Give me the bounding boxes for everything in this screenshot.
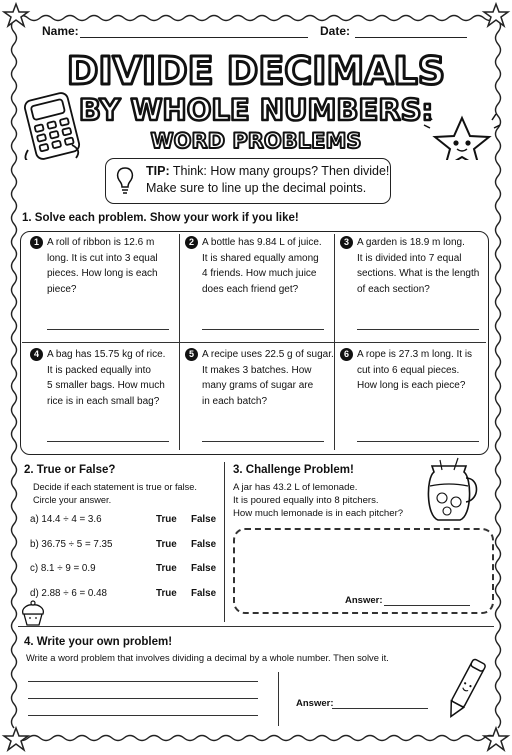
problem-text: It is shared equally among [202,252,319,264]
problem-text: 4 friends. How much juice [202,268,317,279]
problem-number: 6 [340,348,353,361]
problem-text: long. It is cut into 3 equal [47,252,158,264]
title-line2: BY WHOLE NUMBERS: [78,93,434,127]
section-divider [278,672,279,726]
date-label: Date: [320,24,351,38]
challenge-line3: How much lemonade is in each pitcher? [233,508,404,519]
answer-line[interactable] [357,441,479,442]
problem-number: 5 [185,348,198,361]
tip-line2: Make sure to line up the decimal points. [146,181,367,195]
problem-number: 2 [185,236,198,249]
problem-text: cut into 6 equal pieces. [357,364,460,376]
star-icon [424,114,500,160]
answer-line[interactable] [202,441,324,442]
problem-text: sections. What is the length [357,268,480,279]
problem-text: It makes 3 batches. How [202,364,312,376]
answer-line[interactable] [332,708,428,709]
tip-text [146,163,389,197]
challenge-text [233,481,403,520]
answer-line[interactable] [357,329,479,330]
problem-text: does each friend get? [202,283,299,295]
true-false-statement: d) 2.88 ÷ 6 = 0.48 [30,587,108,599]
problem-number: 1 [30,236,43,249]
problem-text: A recipe uses 22.5 g of sugar. [202,349,334,360]
true-option[interactable]: True [156,587,177,599]
problem-text: It is divided into 7 equal [357,252,462,264]
answer-line[interactable] [384,605,470,606]
true-option[interactable]: True [156,563,177,574]
false-option[interactable]: False [191,514,217,525]
tip-line1: Think: How many groups? Then divide! [172,164,390,178]
challenge-line2: It is poured equally into 8 pitchers. [233,495,379,506]
problem-number: 3 [340,236,353,249]
problem-text: A rope is 27.3 m long. It is [357,349,473,360]
true-option[interactable]: True [156,538,177,550]
calculator-icon [23,92,80,160]
cupcake-icon [18,600,48,626]
section2-desc2: Circle your answer. [33,495,112,505]
writing-line[interactable] [28,681,258,682]
true-false-statement: b) 36.75 ÷ 5 = 7.35 [30,538,113,550]
problem-text: A roll of ribbon is 12.6 m [47,237,155,248]
problem-text: in each batch? [202,395,268,407]
problem-text: A garden is 18.9 m long. [357,237,465,248]
title-line3: WORD PROBLEMS [150,129,362,153]
problem-text: rice is in each small bag? [47,395,160,407]
pitcher-icon [420,456,482,526]
challenge-line1: A jar has 43.2 L of lemonade. [233,482,358,493]
problem-text: piece? [47,283,77,295]
false-option[interactable]: False [191,587,217,599]
problem-text: of each section? [357,283,430,295]
name-label: Name: [42,24,79,38]
answer-line[interactable] [47,329,169,330]
problem-text: pieces. How long is each [47,268,158,279]
title-graphic [0,0,512,160]
problem-text: A bottle has 9.84 L of juice. [202,237,322,248]
true-option[interactable]: True [156,514,177,525]
answer-line[interactable] [47,441,169,442]
problem-text: It is packed equally into [47,364,151,376]
section2-instructions [33,481,213,507]
lightbulb-icon [114,165,136,195]
section-divider [18,626,494,627]
true-false-statement: a) 14.4 ÷ 4 = 3.6 [30,514,102,525]
writing-line[interactable] [28,698,258,699]
section-divider [224,462,225,622]
pencil-icon [442,656,488,724]
false-option[interactable]: False [191,538,217,550]
answer-line[interactable] [202,329,324,330]
answer-label: Answer: [296,698,334,709]
title-line1: DIVIDE DECIMALS [66,49,446,93]
problem-text: many grams of sugar are [202,380,314,391]
section3-title: 3. Challenge Problem! [233,464,354,476]
section2-desc1: Decide if each statement is true or false. [33,482,197,492]
section4-title: 4. Write your own problem! [24,636,173,648]
section1-title: 1. Solve each problem. Show your work if you like! [22,212,299,224]
answer-label: Answer: [345,595,383,606]
section2-title: 2. True or False? [24,464,116,476]
problem-number: 4 [30,348,43,361]
grid-divider [22,342,486,343]
writing-line[interactable] [28,715,258,716]
section4-desc: Write a word problem that involves dividing a decimal by a whole number. Then solve it. [26,652,389,663]
problem-text: A bag has 15.75 kg of rice. [47,349,166,360]
problem-text: 5 smaller bags. How much [47,380,165,391]
tip-label: TIP: [146,164,170,178]
false-option[interactable]: False [191,563,217,574]
problem-text: How long is each piece? [357,380,466,391]
true-false-statement: c) 8.1 ÷ 9 = 0.9 [30,563,96,574]
